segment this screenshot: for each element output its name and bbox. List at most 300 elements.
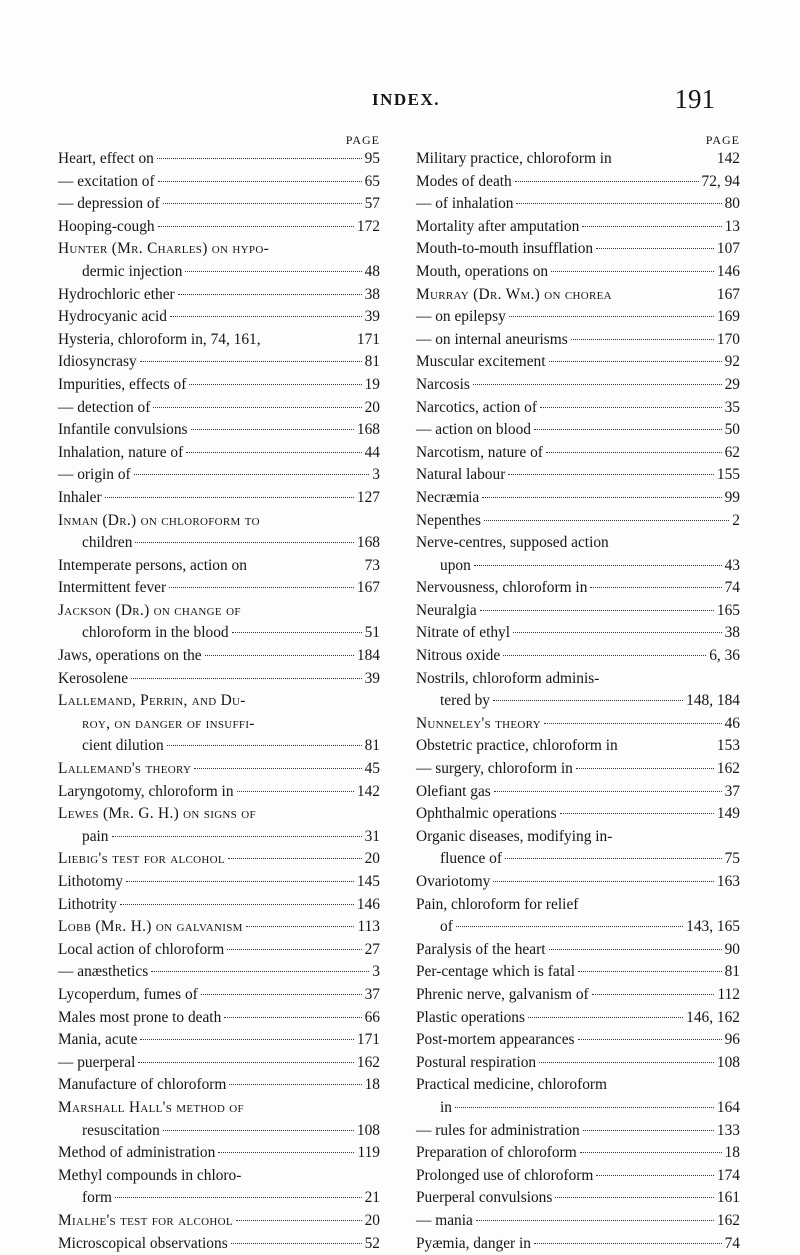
index-term: chloroform in the blood bbox=[82, 622, 229, 645]
index-page-ref: 171 bbox=[357, 1029, 380, 1052]
index-page-ref: 161 bbox=[717, 1187, 740, 1210]
index-term: Heart, effect on bbox=[58, 148, 154, 171]
leader-dots bbox=[135, 542, 353, 543]
index-page-ref: 37 bbox=[725, 781, 740, 804]
index-term: Plastic operations bbox=[416, 1007, 525, 1030]
index-page-ref: 20 bbox=[365, 397, 380, 420]
index-entry bbox=[416, 1187, 740, 1210]
index-term: Nepenthes bbox=[416, 510, 481, 533]
right-column bbox=[416, 132, 740, 1255]
index-term: Method of administration bbox=[58, 1142, 215, 1165]
index-term: Mouth-to-mouth insufflation bbox=[416, 238, 593, 261]
index-entry bbox=[58, 826, 380, 849]
leader-dots bbox=[151, 971, 369, 972]
leader-dots bbox=[544, 723, 722, 724]
leader-dots bbox=[484, 520, 729, 521]
index-page-ref: 27 bbox=[365, 939, 380, 962]
index-term: — surgery, chloroform in bbox=[416, 758, 573, 781]
index-entry bbox=[416, 442, 740, 465]
leader-dots bbox=[508, 474, 714, 475]
index-page-ref: 168 bbox=[357, 532, 380, 555]
index-page-ref: 163 bbox=[717, 871, 740, 894]
index-page-ref: 74 bbox=[725, 577, 740, 600]
index-term: Infantile convulsions bbox=[58, 419, 188, 442]
index-entry bbox=[416, 374, 740, 397]
index-page-ref: 108 bbox=[717, 1052, 740, 1075]
leader-dots bbox=[227, 949, 361, 950]
leader-dots bbox=[218, 1152, 354, 1153]
index-term: Nitrous oxide bbox=[416, 645, 500, 668]
index-page-ref: 81 bbox=[725, 961, 740, 984]
index-entry bbox=[416, 419, 740, 442]
index-term: Per-centage which is fatal bbox=[416, 961, 575, 984]
leader-dots bbox=[482, 497, 721, 498]
index-page-ref: 92 bbox=[725, 351, 740, 374]
leader-dots bbox=[138, 1062, 354, 1063]
leader-dots bbox=[580, 1152, 722, 1153]
leader-dots bbox=[534, 1243, 722, 1244]
index-entry bbox=[58, 464, 380, 487]
index-page-ref: 51 bbox=[365, 622, 380, 645]
index-entry bbox=[416, 238, 740, 261]
leader-dots bbox=[571, 339, 714, 340]
index-entry bbox=[416, 1052, 740, 1075]
index-page-ref: 133 bbox=[717, 1120, 740, 1143]
index-page-ref: 50 bbox=[725, 419, 740, 442]
index-page-ref: 66 bbox=[365, 1007, 380, 1030]
leader-dots bbox=[178, 294, 362, 295]
index-page-ref: 146, 162 bbox=[686, 1007, 740, 1030]
index-entry bbox=[416, 916, 740, 939]
index-term: Military practice, chloroform in bbox=[416, 148, 612, 171]
index-page-ref: 184 bbox=[357, 645, 380, 668]
leader-dots bbox=[228, 858, 362, 859]
index-term: Natural labour bbox=[416, 464, 505, 487]
index-term: Phrenic nerve, galvanism of bbox=[416, 984, 589, 1007]
index-entry bbox=[416, 1029, 740, 1052]
index-entry bbox=[416, 261, 740, 284]
index-entry bbox=[58, 1120, 380, 1143]
leader-dots bbox=[131, 678, 362, 679]
index-entry bbox=[58, 961, 380, 984]
leader-dots bbox=[534, 429, 722, 430]
index-entry bbox=[58, 848, 380, 871]
index-term: Hysteria, chloroform in, 74, 161, bbox=[58, 329, 261, 352]
index-entry bbox=[416, 1210, 740, 1233]
leader-dots bbox=[555, 1197, 714, 1198]
index-entry bbox=[58, 871, 380, 894]
index-entry bbox=[416, 397, 740, 420]
index-entry bbox=[58, 1142, 380, 1165]
index-entry bbox=[416, 577, 740, 600]
index-term: Mialhe's test for alcohol bbox=[58, 1210, 233, 1233]
index-entry bbox=[58, 532, 380, 555]
index-term: Muscular excitement bbox=[416, 351, 546, 374]
index-page-ref: 2 bbox=[732, 510, 740, 533]
leader-dots bbox=[232, 632, 362, 633]
leader-dots bbox=[189, 384, 361, 385]
index-term: — rules for administration bbox=[416, 1120, 580, 1143]
leader-dots bbox=[592, 994, 715, 995]
index-term: Prolonged use of chloroform bbox=[416, 1165, 593, 1188]
index-term: — of inhalation bbox=[416, 193, 513, 216]
index-entry bbox=[58, 645, 380, 668]
index-term: Kerosolene bbox=[58, 668, 128, 691]
index-term: — mania bbox=[416, 1210, 473, 1233]
index-term: Modes of death bbox=[416, 171, 512, 194]
index-term: Narcosis bbox=[416, 374, 470, 397]
page-column-label: PAGE bbox=[58, 132, 380, 148]
leader-dots bbox=[140, 361, 362, 362]
index-entry bbox=[416, 668, 740, 691]
leader-dots bbox=[494, 791, 722, 792]
index-term: Inhaler bbox=[58, 487, 102, 510]
index-page-ref: 52 bbox=[365, 1233, 380, 1255]
index-page-ref: 81 bbox=[365, 735, 380, 758]
index-entry bbox=[58, 1165, 380, 1188]
index-entry bbox=[58, 419, 380, 442]
index-page-ref: 65 bbox=[365, 171, 380, 194]
index-entry bbox=[58, 1097, 380, 1120]
index-entry bbox=[416, 894, 740, 917]
index-page-ref: 171 bbox=[357, 329, 380, 352]
index-page-ref: 43 bbox=[725, 555, 740, 578]
index-entry bbox=[58, 193, 380, 216]
index-entry bbox=[416, 826, 740, 849]
page-title: INDEX. bbox=[372, 90, 440, 110]
leader-dots bbox=[476, 1220, 714, 1221]
index-entry bbox=[58, 1187, 380, 1210]
left-column bbox=[58, 132, 380, 1255]
index-term: Mania, acute bbox=[58, 1029, 137, 1052]
leader-dots bbox=[157, 158, 362, 159]
index-entry bbox=[58, 238, 380, 261]
index-page-ref: 142 bbox=[357, 781, 380, 804]
leader-dots bbox=[167, 745, 362, 746]
leader-dots bbox=[540, 407, 722, 408]
index-term: Local action of chloroform bbox=[58, 939, 224, 962]
index-entry bbox=[416, 329, 740, 352]
index-term: Lycoperdum, fumes of bbox=[58, 984, 198, 1007]
leader-dots bbox=[474, 565, 722, 566]
index-entry bbox=[416, 600, 740, 623]
index-page-ref: 38 bbox=[365, 284, 380, 307]
index-entry bbox=[58, 984, 380, 1007]
index-entry bbox=[58, 1074, 380, 1097]
index-entry bbox=[416, 758, 740, 781]
leader-dots bbox=[582, 226, 721, 227]
leader-dots bbox=[112, 836, 362, 837]
leader-dots bbox=[546, 452, 722, 453]
leader-dots bbox=[158, 181, 362, 182]
index-page-ref: 31 bbox=[365, 826, 380, 849]
index-entry bbox=[416, 1074, 740, 1097]
index-page-ref: 37 bbox=[365, 984, 380, 1007]
index-term: Jackson (Dr.) on change of bbox=[58, 600, 241, 623]
index-entry bbox=[58, 171, 380, 194]
index-page-ref: 39 bbox=[365, 306, 380, 329]
leader-dots bbox=[515, 181, 699, 182]
index-term: Lallemand, Perrin, and Du- bbox=[58, 690, 246, 713]
index-page-ref: 149 bbox=[717, 803, 740, 826]
index-entry bbox=[416, 871, 740, 894]
index-term: — detection of bbox=[58, 397, 150, 420]
index-entry bbox=[58, 939, 380, 962]
index-page-ref: 155 bbox=[717, 464, 740, 487]
index-entry bbox=[416, 1165, 740, 1188]
index-page-ref: 168 bbox=[357, 419, 380, 442]
index-entry bbox=[58, 216, 380, 239]
index-entry bbox=[416, 803, 740, 826]
index-entry bbox=[58, 1210, 380, 1233]
index-term: Manufacture of chloroform bbox=[58, 1074, 226, 1097]
index-page-ref: 6, 36 bbox=[709, 645, 740, 668]
index-page-ref: 174 bbox=[717, 1165, 740, 1188]
leader-dots bbox=[170, 316, 362, 317]
index-entry bbox=[416, 961, 740, 984]
leader-dots bbox=[551, 271, 714, 272]
leader-dots bbox=[596, 248, 714, 249]
index-entry bbox=[416, 735, 740, 758]
index-entry bbox=[416, 306, 740, 329]
index-term: Narcotism, nature of bbox=[416, 442, 543, 465]
leader-dots bbox=[169, 587, 354, 588]
index-entry bbox=[58, 758, 380, 781]
leader-dots bbox=[473, 384, 722, 385]
index-page-ref: 57 bbox=[365, 193, 380, 216]
index-term: Murray (Dr. Wm.) on chorea bbox=[416, 284, 612, 307]
leader-dots bbox=[186, 452, 361, 453]
index-entry bbox=[58, 577, 380, 600]
index-entry bbox=[416, 713, 740, 736]
index-page-ref: 107 bbox=[717, 238, 740, 261]
index-page-ref: 145 bbox=[357, 871, 380, 894]
index-page-ref: 39 bbox=[365, 668, 380, 691]
index-page-ref: 35 bbox=[725, 397, 740, 420]
index-entry bbox=[58, 622, 380, 645]
index-page-ref: 44 bbox=[365, 442, 380, 465]
index-page-ref: 172 bbox=[357, 216, 380, 239]
index-term: dermic injection bbox=[82, 261, 182, 284]
leader-dots bbox=[126, 881, 354, 882]
index-term: Liebig's test for alcohol bbox=[58, 848, 225, 871]
leader-dots bbox=[516, 203, 721, 204]
index-term: of bbox=[440, 916, 453, 939]
index-term: Postural respiration bbox=[416, 1052, 536, 1075]
index-term: children bbox=[82, 532, 132, 555]
index-term: Olefiant gas bbox=[416, 781, 491, 804]
index-page-ref: 162 bbox=[717, 758, 740, 781]
index-entry bbox=[416, 1142, 740, 1165]
index-page-ref: 164 bbox=[717, 1097, 740, 1120]
index-page-ref: 29 bbox=[725, 374, 740, 397]
index-entry bbox=[416, 555, 740, 578]
index-entry bbox=[416, 984, 740, 1007]
leader-dots bbox=[583, 1130, 714, 1131]
index-term: form bbox=[82, 1187, 112, 1210]
index-entry bbox=[416, 193, 740, 216]
index-term: — anæsthetics bbox=[58, 961, 148, 984]
leader-dots bbox=[231, 1243, 362, 1244]
index-term: tered by bbox=[440, 690, 490, 713]
leader-dots bbox=[163, 203, 362, 204]
index-entry bbox=[58, 668, 380, 691]
index-term: Inman (Dr.) on chloroform to bbox=[58, 510, 260, 533]
leader-dots bbox=[237, 791, 354, 792]
index-entry bbox=[416, 351, 740, 374]
index-term: Nerve-centres, supposed action bbox=[416, 532, 609, 555]
index-page-ref: 3 bbox=[372, 464, 380, 487]
index-term: Paralysis of the heart bbox=[416, 939, 546, 962]
index-page-ref: 72, 94 bbox=[702, 171, 740, 194]
index-entry bbox=[58, 510, 380, 533]
leader-dots bbox=[513, 632, 722, 633]
index-page-ref: 48 bbox=[365, 261, 380, 284]
leader-dots bbox=[578, 1039, 722, 1040]
index-page-ref: 113 bbox=[357, 916, 380, 939]
leader-dots bbox=[590, 587, 721, 588]
index-page-ref: 146 bbox=[717, 261, 740, 284]
index-entries-right bbox=[416, 148, 740, 1255]
leader-dots bbox=[509, 316, 714, 317]
index-term: — action on blood bbox=[416, 419, 531, 442]
page-column-label: PAGE bbox=[416, 132, 740, 148]
leader-dots bbox=[480, 610, 714, 611]
index-term: Lithotrity bbox=[58, 894, 117, 917]
leader-dots bbox=[549, 949, 722, 950]
index-entry bbox=[416, 216, 740, 239]
leader-dots bbox=[246, 926, 355, 927]
index-term: Ovariotomy bbox=[416, 871, 490, 894]
index-term: — excitation of bbox=[58, 171, 155, 194]
index-term: Nunneley's theory bbox=[416, 713, 541, 736]
index-term: — on internal aneurisms bbox=[416, 329, 568, 352]
index-page-ref: 3 bbox=[372, 961, 380, 984]
index-entry bbox=[58, 442, 380, 465]
index-page-ref: 80 bbox=[725, 193, 740, 216]
index-entry bbox=[58, 1052, 380, 1075]
index-entry bbox=[416, 622, 740, 645]
index-page-ref: 18 bbox=[365, 1074, 380, 1097]
leader-dots bbox=[140, 1039, 353, 1040]
index-term: pain bbox=[82, 826, 109, 849]
index-term: upon bbox=[440, 555, 471, 578]
index-page-ref: 146 bbox=[357, 894, 380, 917]
index-entry bbox=[416, 487, 740, 510]
index-page-ref: 108 bbox=[357, 1120, 380, 1143]
index-term: Males most prone to death bbox=[58, 1007, 221, 1030]
leader-dots bbox=[493, 700, 683, 701]
index-entry bbox=[58, 351, 380, 374]
index-page-ref: 81 bbox=[365, 351, 380, 374]
index-entry bbox=[58, 306, 380, 329]
index-term: Lallemand's theory bbox=[58, 758, 191, 781]
index-term: Methyl compounds in chloro- bbox=[58, 1165, 241, 1188]
index-entries-left bbox=[58, 148, 380, 1255]
index-term: Hydrocyanic acid bbox=[58, 306, 167, 329]
index-page-ref: 127 bbox=[357, 487, 380, 510]
leader-dots bbox=[539, 1062, 714, 1063]
index-term: Jaws, operations on the bbox=[58, 645, 202, 668]
leader-dots bbox=[205, 655, 354, 656]
index-term: Lobb (Mr. H.) on galvanism bbox=[58, 916, 243, 939]
index-term: in bbox=[440, 1097, 452, 1120]
index-entry bbox=[58, 1007, 380, 1030]
index-term: Mortality after amputation bbox=[416, 216, 579, 239]
index-term: Nitrate of ethyl bbox=[416, 622, 510, 645]
leader-dots bbox=[576, 768, 714, 769]
index-entry bbox=[416, 1233, 740, 1255]
index-term: Hooping-cough bbox=[58, 216, 155, 239]
index-term: — origin of bbox=[58, 464, 131, 487]
index-page-ref: 46 bbox=[725, 713, 740, 736]
index-page-ref: 165 bbox=[717, 600, 740, 623]
index-term: Ophthalmic operations bbox=[416, 803, 557, 826]
index-term: Nostrils, chloroform adminis- bbox=[416, 668, 599, 691]
index-entry bbox=[58, 374, 380, 397]
leader-dots bbox=[185, 271, 361, 272]
index-page-ref: 99 bbox=[725, 487, 740, 510]
index-entry bbox=[416, 532, 740, 555]
leader-dots bbox=[194, 768, 361, 769]
index-entry bbox=[416, 690, 740, 713]
leader-dots bbox=[505, 858, 722, 859]
index-entry bbox=[416, 510, 740, 533]
index-term: Lithotomy bbox=[58, 871, 123, 894]
index-entry bbox=[416, 1120, 740, 1143]
index-entry bbox=[58, 1029, 380, 1052]
index-entry bbox=[58, 555, 380, 578]
index-entry bbox=[58, 894, 380, 917]
index-page-ref: 73 bbox=[365, 555, 380, 578]
leader-dots bbox=[560, 813, 714, 814]
index-page-ref: 96 bbox=[725, 1029, 740, 1052]
index-entry bbox=[58, 781, 380, 804]
index-term: roy, on danger of insuffi- bbox=[82, 713, 255, 736]
leader-dots bbox=[549, 361, 722, 362]
index-entry bbox=[58, 600, 380, 623]
index-entry bbox=[58, 735, 380, 758]
index-page-ref: 169 bbox=[717, 306, 740, 329]
running-head bbox=[0, 84, 800, 124]
index-term: Neuralgia bbox=[416, 600, 477, 623]
index-entry bbox=[416, 1007, 740, 1030]
index-entry bbox=[58, 261, 380, 284]
index-entry bbox=[416, 171, 740, 194]
leader-dots bbox=[528, 1017, 683, 1018]
index-term: Impurities, effects of bbox=[58, 374, 186, 397]
index-page-ref: 20 bbox=[365, 848, 380, 871]
index-page-ref: 143, 165 bbox=[686, 916, 740, 939]
index-page-ref: 45 bbox=[365, 758, 380, 781]
index-page-ref: 75 bbox=[725, 848, 740, 871]
leader-dots bbox=[105, 497, 354, 498]
index-term: Lewes (Mr. G. H.) on signs of bbox=[58, 803, 256, 826]
index-term: Pyæmia, danger in bbox=[416, 1233, 531, 1255]
index-entry bbox=[58, 397, 380, 420]
index-page-ref: 142 bbox=[717, 148, 740, 171]
index-term: resuscitation bbox=[82, 1120, 160, 1143]
index-term: Microscopical observations bbox=[58, 1233, 228, 1255]
index-term: Narcotics, action of bbox=[416, 397, 537, 420]
index-term: Intemperate persons, action on bbox=[58, 555, 247, 578]
index-term: Practical medicine, chloroform bbox=[416, 1074, 607, 1097]
leader-dots bbox=[134, 474, 370, 475]
leader-dots bbox=[191, 429, 354, 430]
index-page-ref: 13 bbox=[725, 216, 740, 239]
index-page-ref: 167 bbox=[357, 577, 380, 600]
index-term: Inhalation, nature of bbox=[58, 442, 183, 465]
